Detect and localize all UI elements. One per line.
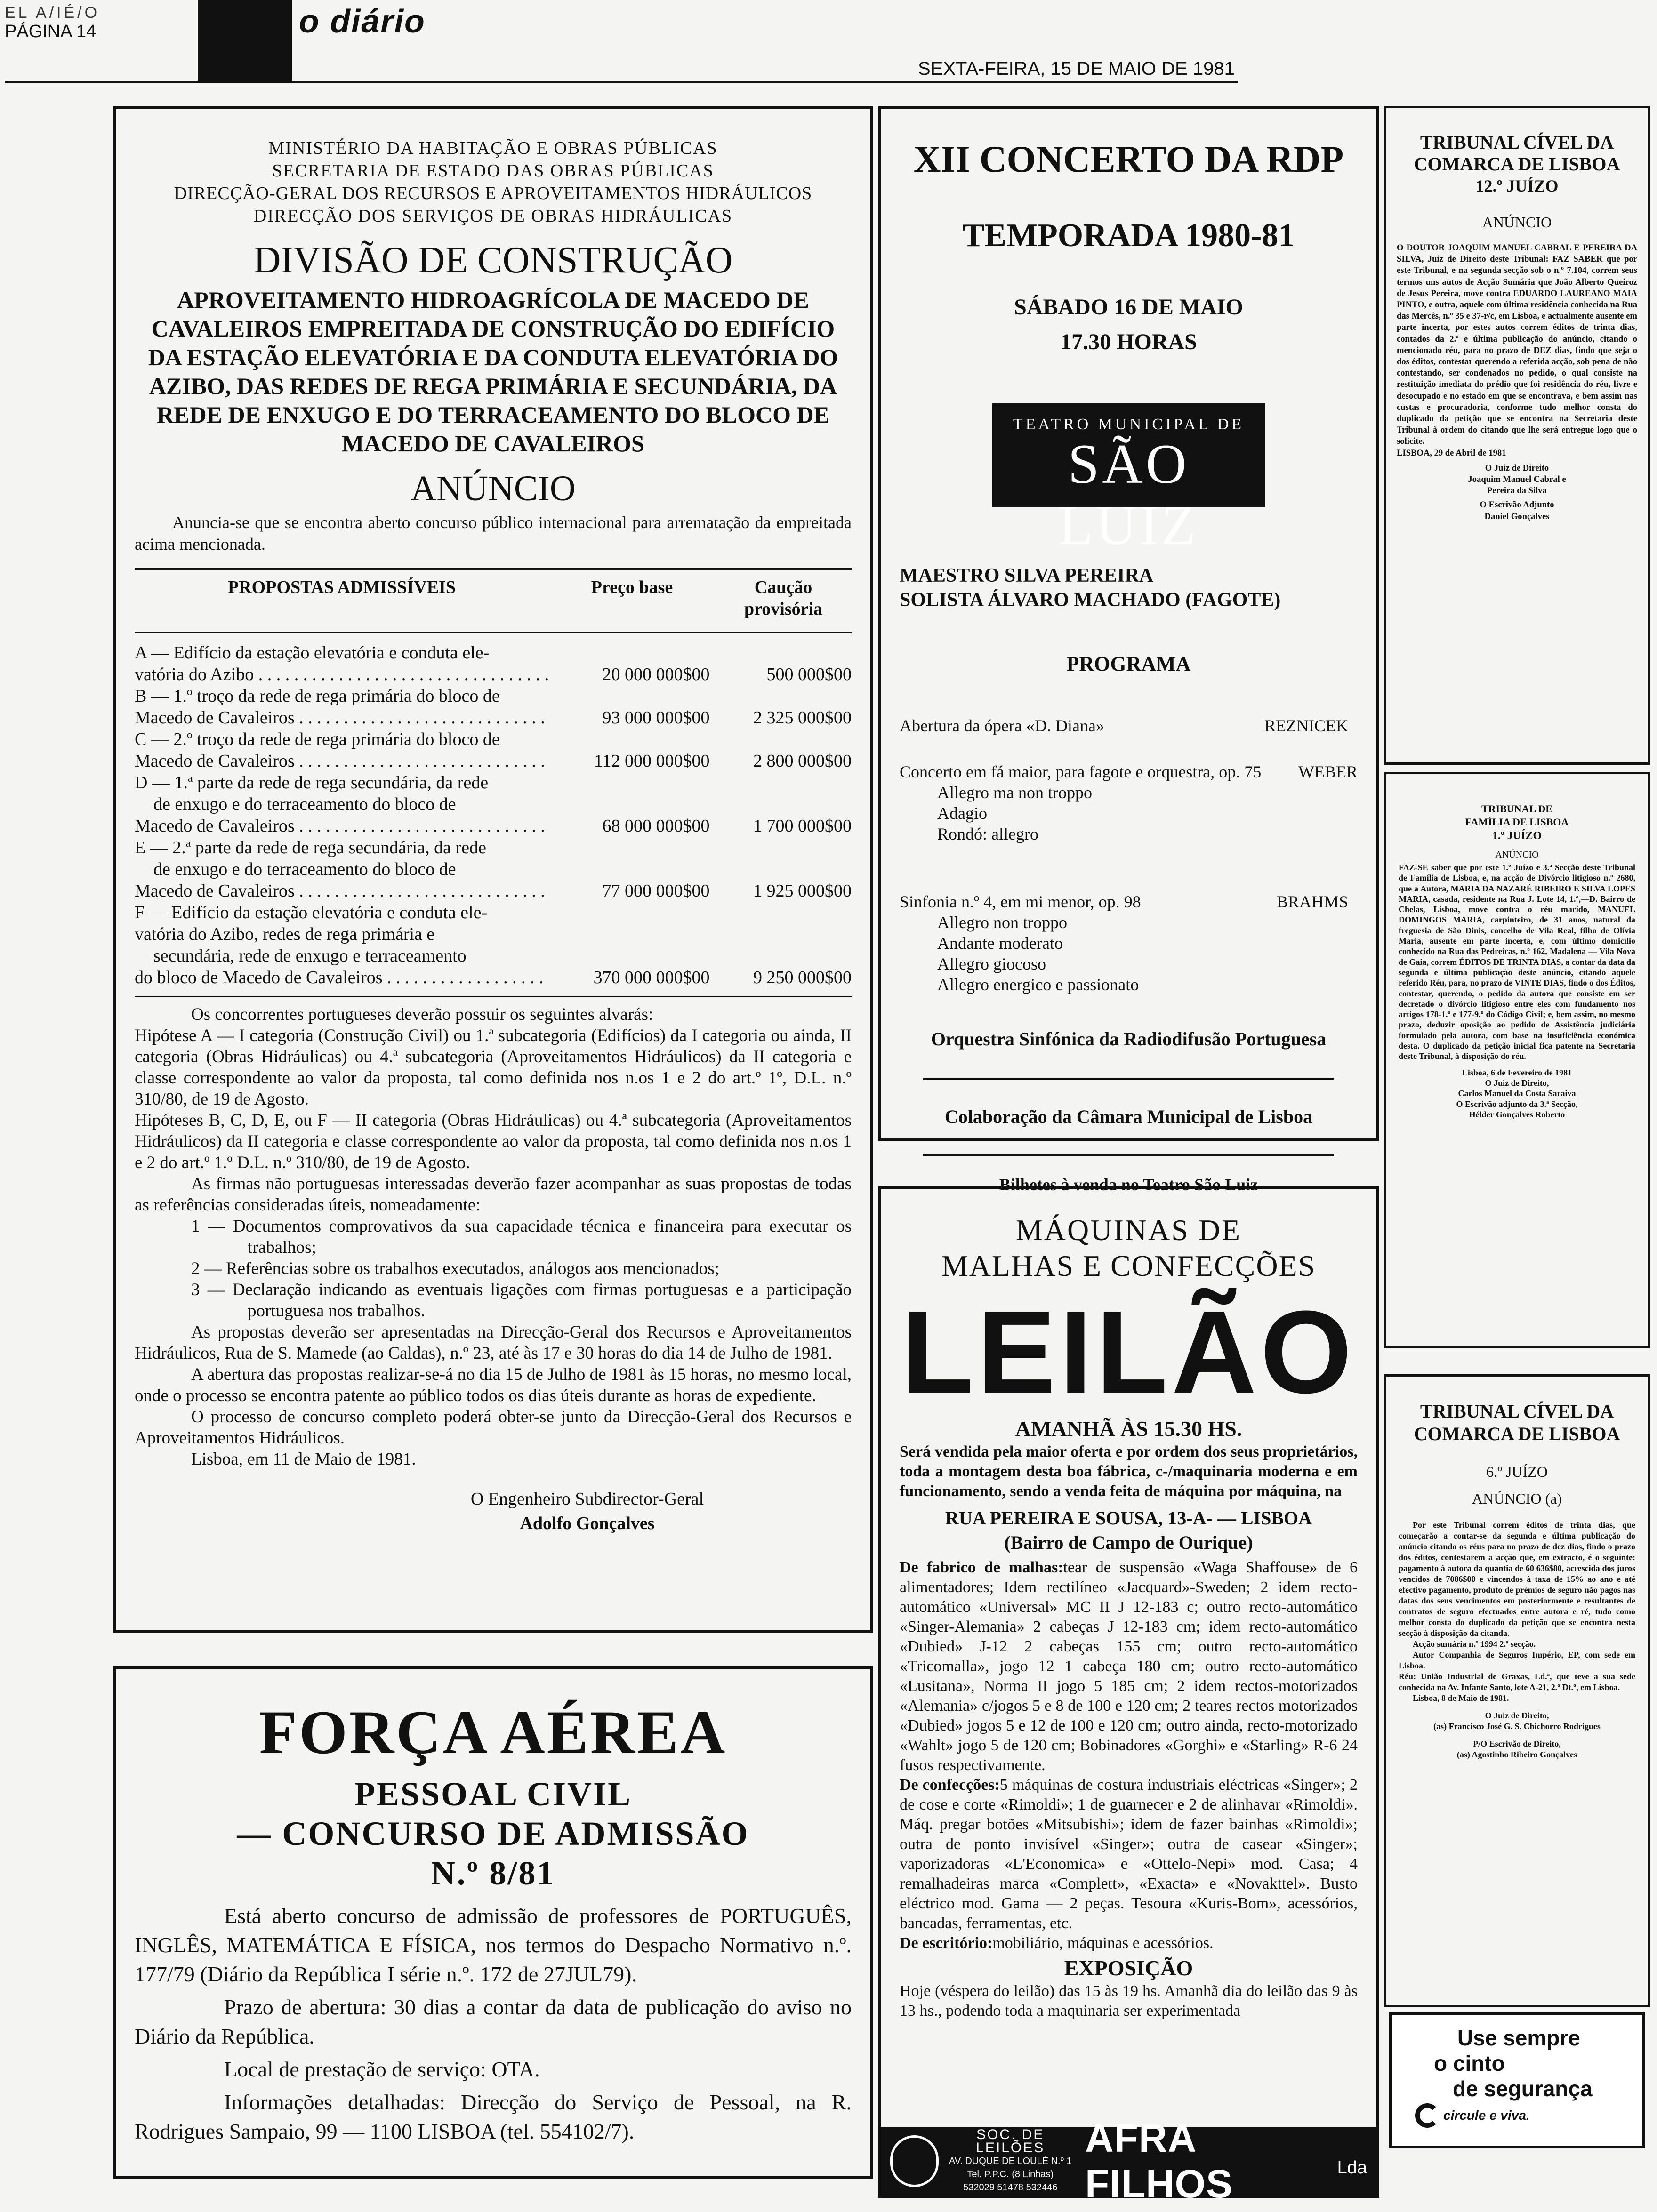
forca-body xyxy=(135,1901,852,2146)
table-header-cell: PROPOSTAS ADMISSÍVEIS xyxy=(228,577,456,597)
table-cell-caucao: 500 000$00 xyxy=(766,665,852,684)
table-row-line xyxy=(135,642,852,664)
signature-title: P/O Escrivão de Direito, xyxy=(1473,1739,1561,1748)
table-row-line xyxy=(135,858,852,880)
cinto-line: de segurança xyxy=(1453,2076,1593,2101)
paragraph: O processo de concurso completo poderá obter-se junto da Direcção-Geral dos Recursos e Aproveitamentos Hidráulicos. xyxy=(135,1407,852,1448)
table-cell-description: Macedo de Cavaleiros . . . xyxy=(135,707,549,729)
table-row-line xyxy=(135,923,852,945)
colaboracao: Colaboração da Câmara Municipal de Lisboa xyxy=(944,1106,1313,1127)
divider xyxy=(923,1154,1334,1156)
signature-name: (as) Agostinho Ribeiro Gonçalves xyxy=(1456,1750,1577,1759)
table-cell-description: de enxugo e do terraceamento do bloco de xyxy=(153,859,456,879)
movement: Andante moderato xyxy=(937,934,1063,953)
table-cell-preco: 112 000 000$00 xyxy=(594,751,710,771)
orquestra: Orquestra Sinfónica da Radiodifusão Portuguesa xyxy=(931,1028,1327,1050)
list-item: 3 — Declaração indicando as eventuais ligações com firmas portuguesas e a participação portuguesa nos trabalhos. xyxy=(191,1280,852,1321)
movement: Allegro energico e passionato xyxy=(937,975,1139,994)
signature-name: Adolfo Gonçalves xyxy=(520,1514,655,1533)
concerto-date: SÁBADO 16 DE MAIO xyxy=(1014,295,1243,320)
paragraph: Local de prestação de serviço: OTA. xyxy=(224,2057,540,2081)
leiloeira-banner xyxy=(881,2116,1376,2206)
bilhetes: Bilhetes à venda no Teatro São Luiz xyxy=(999,1175,1258,1194)
leilao-address: RUA PEREIRA E SOUSA, 13-A- — LISBOA xyxy=(945,1507,1312,1529)
masthead-logo xyxy=(198,0,292,82)
afra-lda: Lda xyxy=(1337,2158,1367,2178)
seatbelt-icon xyxy=(1415,2103,1440,2128)
section-label: De confecções: xyxy=(900,1776,1000,1794)
concerto-title: XII CONCERTO DA RDP xyxy=(913,139,1344,180)
table-row xyxy=(135,685,852,729)
programa-list xyxy=(900,715,1358,995)
table-row xyxy=(135,772,852,837)
intro-text: Anuncia-se que se encontra aberto concurso público internacional para arrematação da empreitada acima mencionada. xyxy=(135,513,852,553)
header-date: SEXTA-FEIRA, 15 DE MAIO DE 1981 xyxy=(918,58,1235,79)
table-cell-preco: 370 000 000$00 xyxy=(593,968,710,987)
table-cell-caucao: 1 925 000$00 xyxy=(753,881,852,901)
table-row xyxy=(135,642,852,685)
maestro: MAESTRO SILVA PEREIRA xyxy=(900,565,1154,586)
table-header xyxy=(135,577,852,620)
tribunal-juizo: 12.º JUÍZO xyxy=(1475,176,1559,195)
table-row-line xyxy=(135,837,852,858)
divisao-heading: DIVISÃO DE CONSTRUÇÃO xyxy=(253,240,733,281)
ministry-line: MINISTÉRIO DA HABITAÇÃO E OBRAS PÚBLICAS xyxy=(268,138,718,158)
concerto-season: TEMPORADA 1980-81 xyxy=(962,217,1295,254)
signature-title: O Engenheiro Subdirector-Geral xyxy=(470,1489,704,1509)
leiloeira-name: SOC. DE LEILÕES xyxy=(976,2126,1045,2156)
concerto-time: 17.30 HORAS xyxy=(1060,329,1197,354)
solista: SOLISTA ÁLVARO MACHADO (FAGOTE) xyxy=(900,589,1281,611)
signature xyxy=(1397,463,1637,522)
leilao-heading: MÁQUINAS DE xyxy=(1015,1213,1242,1247)
ministry-line: DIRECÇÃO DOS SERVIÇOS DE OBRAS HIDRÁULICAS xyxy=(253,206,733,226)
table-cell-description: B — 1.º troço da rede de rega primária do bloco de xyxy=(135,686,500,706)
seal-logo xyxy=(890,2135,939,2187)
signature-name: Carlos Manuel da Costa Saraiva xyxy=(1458,1089,1576,1098)
table-body xyxy=(135,642,852,988)
tribunal-body: FAZ-SE saber que por este 1.º Juízo e 3.ª Secção deste Tribunal de Família de Lisboa, e, na acção de Divórcio litigioso n.º 2680, que a Autora, MARIA DA NAZARÉ RIBEIRO E SILVA LOPES MARIA, casada, residente na Rua J. Lote 14, 1.º,—D. Bairro de Chelas, Lisboa, move contra o réu marido, MANUEL DOMINGOS MARIA, carpinteiro, de 31 anos, natural da freguesia de São Dinis, concelho de Vila Real, filho de Olívia Maria, ausente em parte incerta, e, com último domicílio conhecido na Rua das Pedreiras, n.º 162, Madalena — Vila Nova de Gaia, correm ÉDITOS DE TRINTA DIAS, a contar da data da segunda e última publicação deste anúncio, citando aquele referido Réu, para, no prazo de VINTE DIAS, findo o dos Éditos, contestar, querendo, o pedido da autora que consiste em ser decretado o divórcio litigioso entre eles com fundamento nos artigos 178-1.º e 177-9.º do Código Civil; e, bem assim, no mesmo prazo, deduzir oposição ao pedido de Assistência judiciária formulado pela autora, com base na insuficiência económica desta. O duplicado da petição inicial fica patente na Secretaria deste Tribunal, à disposição do réu. xyxy=(1399,863,1635,1061)
forca-subtitle: — CONCURSO DE ADMISSÃO xyxy=(237,1815,749,1852)
anuncio-heading: ANÚNCIO xyxy=(410,469,576,508)
ministry-line: DIRECÇÃO-GERAL DOS RECURSOS E APROVEITAMENTOS HIDRÁULICOS xyxy=(174,184,812,203)
composer: BRAHMS xyxy=(1276,892,1348,911)
table-row-line xyxy=(135,945,852,967)
table-row-line xyxy=(135,793,852,815)
table-cell-preco: 77 000 000$00 xyxy=(602,881,710,901)
theatre-logo xyxy=(992,403,1265,556)
table-cell-caucao: 2 800 000$00 xyxy=(753,751,852,771)
tribunal-title: TRIBUNAL CÍVEL DA COMARCA DE LISBOA xyxy=(1414,132,1620,175)
table-row-line xyxy=(135,967,852,988)
propostas-table xyxy=(135,577,852,988)
page-number: PÁGINA 14 xyxy=(5,22,97,41)
cinto-footer xyxy=(1415,2103,1633,2128)
tribunal-date: LISBOA, 29 de Abril de 1981 xyxy=(1397,448,1506,458)
signature-title: O Juiz de Direito xyxy=(1485,463,1549,473)
signature-name: (as) Francisco José G. S. Chichorro Rodrigues xyxy=(1433,1722,1601,1731)
leiloeira-address: AV. DUQUE DE LOULÉ N.º 1 xyxy=(949,2156,1072,2166)
list-item: 2 — Referências sobre os trabalhos executados, análogos aos mencionados; xyxy=(191,1259,719,1278)
ministerio-notice xyxy=(113,106,873,1633)
paragraph: Informações detalhadas: Direcção do Serviço de Pessoal, na R. Rodrigues Sampaio, 99 — 1100 LISBOA (tel. 554102/7). xyxy=(135,2090,852,2143)
cinto-seguranca-ad xyxy=(1389,2012,1645,2148)
section-text: 5 máquinas de costura industriais eléctricas «Singer»; 2 de cose e corte «Rimoldi»; 1 de guarnecer e 2 de alinhavar «Rimoldi». Máq. pregar botões «Mitsubishi»; idem de fazer bainhas «Rimoldi»; outra de ponto invisível «Singer»; outra de casear «Singer»; vaporizadoras «L'Economica» e «Ottelo-Nepi» mod. Casa; 4 remalhadeiras marca «Complett», «Exacta» e «Novakttel». Busto eléctrico mod. Gama — 2 peças. Tesoura «Kuris-Bom», acessórios, bancadas, ferramentas, etc. xyxy=(900,1776,1358,1932)
table-cell-description: Macedo de Cavaleiros . . . xyxy=(135,880,549,902)
table-cell-caucao: 1 700 000$00 xyxy=(753,816,852,836)
table-cell-preco: 68 000 000$00 xyxy=(602,816,710,836)
forca-title: FORÇA AÉREA xyxy=(259,1698,727,1767)
theatre-logo-big: SÃO LUIZ xyxy=(1058,433,1199,556)
cinto-line: Use sempre xyxy=(1457,2026,1580,2050)
section-text: tear de suspensão «Waga Shaffouse» de 6 alimentadores; Idem rectilíneo «Jacquard»-Sweden; 2 idem recto-automático «Universal» MC II J 12-183 c; outro recto-automático «Singer-Alemania» 2 cabeças J 12-183 cm; idem recto-automático «Dubied» J-12 2 cabeças 155 cm; outro recto-automático «Tricomalla», jogo 12 1 cabeça 180 cm; outro recto-automático «Lusitana», Norma II jogo 5 185 cm; 2 idem rectos-motorizados «Alemania» c/jogos 5 e 8 de 100 e 120 cm; 2 teares rectos motorizados «Dubied» jogos 5 e 12 de 100 e 120 cm; outro ainda, recto-motorizado «Wahlt» jogo 5 de 120 cm; Bobinadores «Gorghi» e «Starling» R-6 24 fusos respectivamente. xyxy=(900,1559,1358,1774)
divider xyxy=(135,568,852,570)
table-row xyxy=(135,837,852,902)
signature-title: O Escrivão Adjunto xyxy=(1480,500,1554,510)
programa-heading: PROGRAMA xyxy=(1066,652,1191,675)
work-title: Abertura da ópera «D. Diana» xyxy=(900,716,1104,735)
program-item xyxy=(900,715,1358,736)
composer: WEBER xyxy=(1298,762,1358,781)
forca-aerea-notice xyxy=(113,1666,873,2179)
table-cell-description: Macedo de Cavaleiros . . . xyxy=(135,815,549,837)
leilao-malhas xyxy=(900,1558,1358,1775)
exposicao-heading: EXPOSIÇÃO xyxy=(1064,1956,1193,1980)
tribunal-anuncio: ANÚNCIO (a) xyxy=(1472,1490,1562,1507)
tribunal-title: TRIBUNAL CÍVEL DA COMARCA DE LISBOA xyxy=(1414,1401,1620,1444)
tribunal-civel-12 xyxy=(1384,106,1650,765)
movement: Adagio xyxy=(937,804,987,823)
paragraph: A abertura das propostas realizar-se-á no dia 15 de Julho de 1981 às 15 horas, no mesmo local, onde o processo se encontra patente ao público todos os dias úteis durante as horas de expediente. xyxy=(135,1365,852,1405)
tribunal-anuncio: ANÚNCIO xyxy=(1482,214,1552,231)
program-item xyxy=(900,761,1358,782)
table-row-line xyxy=(135,772,852,793)
forca-subtitle: PESSOAL CIVIL xyxy=(354,1775,632,1813)
exposicao-text: Hoje (véspera do leilão) das 15 às 19 hs. Amanhã dia do leilão das 9 às 13 hs., podendo toda a maquinaria ser experimentada xyxy=(900,1982,1358,2020)
table-row xyxy=(135,729,852,772)
paragraph: Os concorrentes portugueses deverão possuir os seguintes alvarás: xyxy=(191,1005,653,1024)
divider xyxy=(923,1078,1334,1080)
signature-name: Hélder Gonçalves Roberto xyxy=(1469,1109,1565,1119)
signature xyxy=(1399,1067,1635,1120)
tribunal-details xyxy=(1399,1639,1635,1704)
leilao-big: LEILÃO xyxy=(901,1286,1356,1418)
ministry-line: SECRETARIA DE ESTADO DAS OBRAS PÚBLICAS xyxy=(272,161,714,181)
movement: Allegro giocoso xyxy=(937,954,1046,973)
program-item xyxy=(900,891,1358,912)
table-cell-description: F — Edifício da estação elevatória e conduta ele- xyxy=(135,903,488,922)
header-code: EL A/IÉ/O xyxy=(5,4,100,22)
divider xyxy=(135,632,852,633)
reu: Réu: União Industrial de Graxas, Ld.ª, que teve a sua sede conhecida na Av. Infante Santo, lote A-21, 2.º Dt.º, em Lisboa. xyxy=(1399,1672,1635,1692)
tribunal-familia xyxy=(1384,772,1650,1348)
paragraph: Lisboa, em 11 de Maio de 1981. xyxy=(191,1450,416,1469)
section-label: De fabrico de malhas: xyxy=(900,1559,1063,1576)
table-row-line xyxy=(135,815,852,837)
table-row-line xyxy=(135,707,852,729)
forca-subtitle: N.º 8/81 xyxy=(431,1854,555,1892)
table-cell-description: secundária, rede de enxugo e terraceamento xyxy=(153,946,467,966)
movement: Allegro ma non troppo xyxy=(937,783,1092,802)
leiloeira-info xyxy=(945,2128,1076,2194)
table-cell-description: do bloco de Macedo de Cavaleiros . . . xyxy=(135,967,549,988)
tribunal-title: TRIBUNAL DE FAMÍLIA DE LISBOA xyxy=(1465,803,1569,828)
table-cell-description: D — 1.ª parte da rede de rega secundária, da rede xyxy=(135,773,489,793)
cinto-slogan: circule e viva. xyxy=(1443,2108,1530,2123)
leilao-escritorio xyxy=(900,1933,1358,1953)
tribunal-date: Lisboa, 8 de Maio de 1981. xyxy=(1413,1693,1509,1703)
work-title: Sinfonia n.º 4, em mi menor, op. 98 xyxy=(900,892,1141,911)
tribunal-anuncio: ANÚNCIO xyxy=(1495,850,1539,860)
table-header-cell: Preço base xyxy=(591,577,673,597)
tribunal-juizo: 6.º JUÍZO xyxy=(1486,1463,1548,1480)
body-text xyxy=(135,1004,852,1470)
leilao-ad xyxy=(878,1186,1379,2206)
table-row-line xyxy=(135,685,852,707)
composer: REZNICEK xyxy=(1264,716,1348,735)
signature-title: O Escrivão adjunto da 3.ª Secção, xyxy=(1456,1099,1578,1109)
table-cell-description: vatória do Azibo, redes de rega primária e xyxy=(135,924,435,944)
table-cell-preco: 20 000 000$00 xyxy=(602,665,710,684)
leilao-heading: MALHAS E CONFECÇÕES xyxy=(941,1249,1316,1282)
masthead-title: o diário xyxy=(299,3,426,40)
paragraph: Hipótese A — I categoria (Construção Civil) ou 1.ª subcategoria (Edifícios) da I categoria ou ainda, II categoria (Obras Hidráulicas) ou 4.ª subcategoria (Aproveitamentos Hidráulicos) da II categoria e classe correspondente ao valor da proposta, tal como definida nos n.os 1 e 2 do art.º 1º, D.L. n.º 310/80, de 19 de Agosto. xyxy=(135,1026,852,1109)
signature-title: O Juiz de Direito, xyxy=(1485,1711,1549,1720)
table-header-cell: Caução provisória xyxy=(744,577,823,619)
paragraph: Hipóteses B, C, D, E, ou F — II categoria (Obras Hidráulicas) ou 4.ª subcategoria (Aproveitamentos Hidráulicos) da II categoria e classe correspondente ao valor da proposta, tal como definida nos n.os 1 e 2 do art.º 1.º D.L. n.º 310/80, de 19 de Agosto. xyxy=(135,1111,852,1172)
work-title: Concerto em fá maior, para fagote e orquestra, op. 75 xyxy=(900,762,1262,781)
signature-title: O Juiz de Direito, xyxy=(1485,1078,1549,1088)
concerto-ad xyxy=(878,106,1379,1194)
leilao-time: AMANHÃ ÀS 15.30 HS. xyxy=(1015,1417,1242,1441)
tribunal-body: Por este Tribunal correm éditos de trinta dias, que começarão a contar-se da segunda e última publicação do anúncio citando os réus para no prazo de dez dias, findo o prazo dos éditos, contestarem a acção que, em extracto, é o seguinte: pagamento à autora da quantia de 60 636$80, acrescida dos juros vencidos de 7086$00 e vincendos à taxa de 15% ao ano e até efectivo pagamento, produto de prémios de seguro não pagos nas datas dos seus vencimentos em posteriormente e resultantes de contratos de seguro efectuados entre autora e ré, tudo como melhor consta do duplicado da petição que se encontra nesta secção à disposição da citanda. xyxy=(1399,1520,1635,1638)
table-cell-description: C — 2.º troço da rede de rega primária do bloco de xyxy=(135,729,500,749)
divider xyxy=(135,996,852,997)
leilao-bairro: (Bairro de Campo de Ourique) xyxy=(1004,1532,1253,1553)
paragraph: As propostas deverão ser apresentadas na Direcção-Geral dos Recursos e Aproveitamentos Hidráulicos, Rua de S. Mamede (ao Caldas), n.º 23, até às 17 e 30 horas do dia 14 de Julho de 1981. xyxy=(135,1322,852,1363)
table-row-line xyxy=(135,880,852,902)
leiloeira-phone-numbers: 532029 51478 532446 xyxy=(963,2182,1058,2193)
leiloeira-phone: Tel. P.P.C. (8 Linhas) xyxy=(967,2169,1054,2180)
tribunal-juizo: 1.º JUÍZO xyxy=(1492,830,1542,842)
afra-logo: AFRA FILHOS xyxy=(1085,2116,1233,2206)
theatre-logo-small: TEATRO MUNICIPAL DE xyxy=(1013,416,1245,433)
signature xyxy=(1399,1710,1635,1760)
tribunal-body: O DOUTOR JOAQUIM MANUEL CABRAL E PEREIRA DA SILVA, Juiz de Direito deste Tribunal: FAZ SABER que por este Tribunal, e na segunda secção sob o n.º 7.104, correm seus termos uns autos de Acção Sumária que João Alberto Queiroz de Jesus Pereira, move contra EDUARDO LAUREANO MAIA PINTO, e outra, aquele com última residência conhecida na Rua das Mercês, n.º 35 e 37-r/c, em Lisboa, e actualmente ausente em parte incerta, por estes autos correm éditos de trinta dias, contados da 2.ª e última publicação do anúncio, citando o mencionado réu, para no prazo de DEZ dias, findo que seja o dos éditos, contestar querendo a referida acção, sob pena de não contestando, ser condenados no pedido, o qual consiste na restituição imediata do prédio que foi residência do réu, livre e desocupado e no estado em que se encontrava, e bem assim nas custas e procuradoria, conforme tudo melhor consta do duplicado da petição que se encontra na Secretaria deste Tribunal à ordem do citando que lhe será entregue logo que o solicite. xyxy=(1397,243,1637,447)
movement: Allegro non troppo xyxy=(937,913,1067,932)
paragraph: As firmas não portuguesas interessadas deverão fazer acompanhar as suas propostas de todas as referências consideradas úteis, nomeadamente: xyxy=(135,1174,852,1215)
paragraph: Está aberto concurso de admissão de professores de PORTUGUÊS, INGLÊS, MATEMÁTICA E FÍSICA, nos termos do Despacho Normativo n.º. 177/79 (Diário da República I série n.º. 172 de 27JUL79). xyxy=(135,1904,852,1986)
table-cell-caucao: 9 250 000$00 xyxy=(753,968,852,987)
movement: Rondó: allegro xyxy=(937,825,1038,843)
tribunal-civel-6 xyxy=(1384,1374,1650,2007)
obra-title: APROVEITAMENTO HIDROAGRÍCOLA DE MACEDO DE CAVALEIROS EMPREITADA DE CONSTRUÇÃO DO EDIFÍCIO DA ESTAÇÃO ELEVATÓRIA E DA CONDUTA ELEVATÓRIA DO AZIBO, DAS REDES DE REGA PRIMÁRIA E SECUNDÁRIA, DA REDE DE ENXUGO E DO TERRACEAMENTO DO BLOCO DE MACEDO DE CAVALEIROS xyxy=(148,287,838,457)
table-row-line xyxy=(135,902,852,923)
signature-name: Daniel Gonçalves xyxy=(1484,511,1550,521)
table-row-line xyxy=(135,664,852,685)
accao: Acção sumária n.º 1994 2.ª secção. xyxy=(1413,1639,1536,1649)
tribunal-date: Lisboa, 6 de Fevereiro de 1981 xyxy=(1462,1067,1572,1077)
table-cell-description: de enxugo e do terraceamento do bloco de xyxy=(153,794,456,814)
header-rule xyxy=(5,81,1238,83)
autor: Autor Companhia de Seguros Império, EP, com sede em Lisboa. xyxy=(1399,1650,1635,1670)
section-text: mobiliário, máquinas e acessórios. xyxy=(992,1934,1214,1952)
table-cell-caucao: 2 325 000$00 xyxy=(753,708,852,728)
table-cell-preco: 93 000 000$00 xyxy=(602,708,710,728)
table-row xyxy=(135,902,852,988)
paragraph: Prazo de abertura: 30 dias a contar da data de publicação do aviso no Diário da República. xyxy=(135,1995,852,2048)
signature-name: Joaquim Manuel Cabral e Pereira da Silva xyxy=(1468,474,1566,496)
leilao-confeccoes xyxy=(900,1775,1358,1933)
table-cell-description: E — 2.ª parte da rede de rega secundária, da rede xyxy=(135,838,486,858)
table-cell-description: vatória do Azibo . . . xyxy=(135,664,549,685)
leilao-intro: Será vendida pela maior oferta e por ordem dos seus proprietários, toda a montagem desta boa fábrica, c-/maquinaria moderna e em funcionamento, sendo a venda feita de máquina por máquina, na xyxy=(900,1443,1358,1500)
table-cell-description: Macedo de Cavaleiros . . . xyxy=(135,750,549,772)
list-item: 1 — Documentos comprovativos da sua capacidade técnica e financeira para executar os trabalhos; xyxy=(191,1217,852,1257)
table-row-line xyxy=(135,729,852,750)
cinto-line: o cinto xyxy=(1434,2051,1505,2076)
section-label: De escritório: xyxy=(900,1934,993,1952)
table-cell-description: A — Edifício da estação elevatória e conduta ele- xyxy=(135,643,490,663)
table-row-line xyxy=(135,750,852,772)
